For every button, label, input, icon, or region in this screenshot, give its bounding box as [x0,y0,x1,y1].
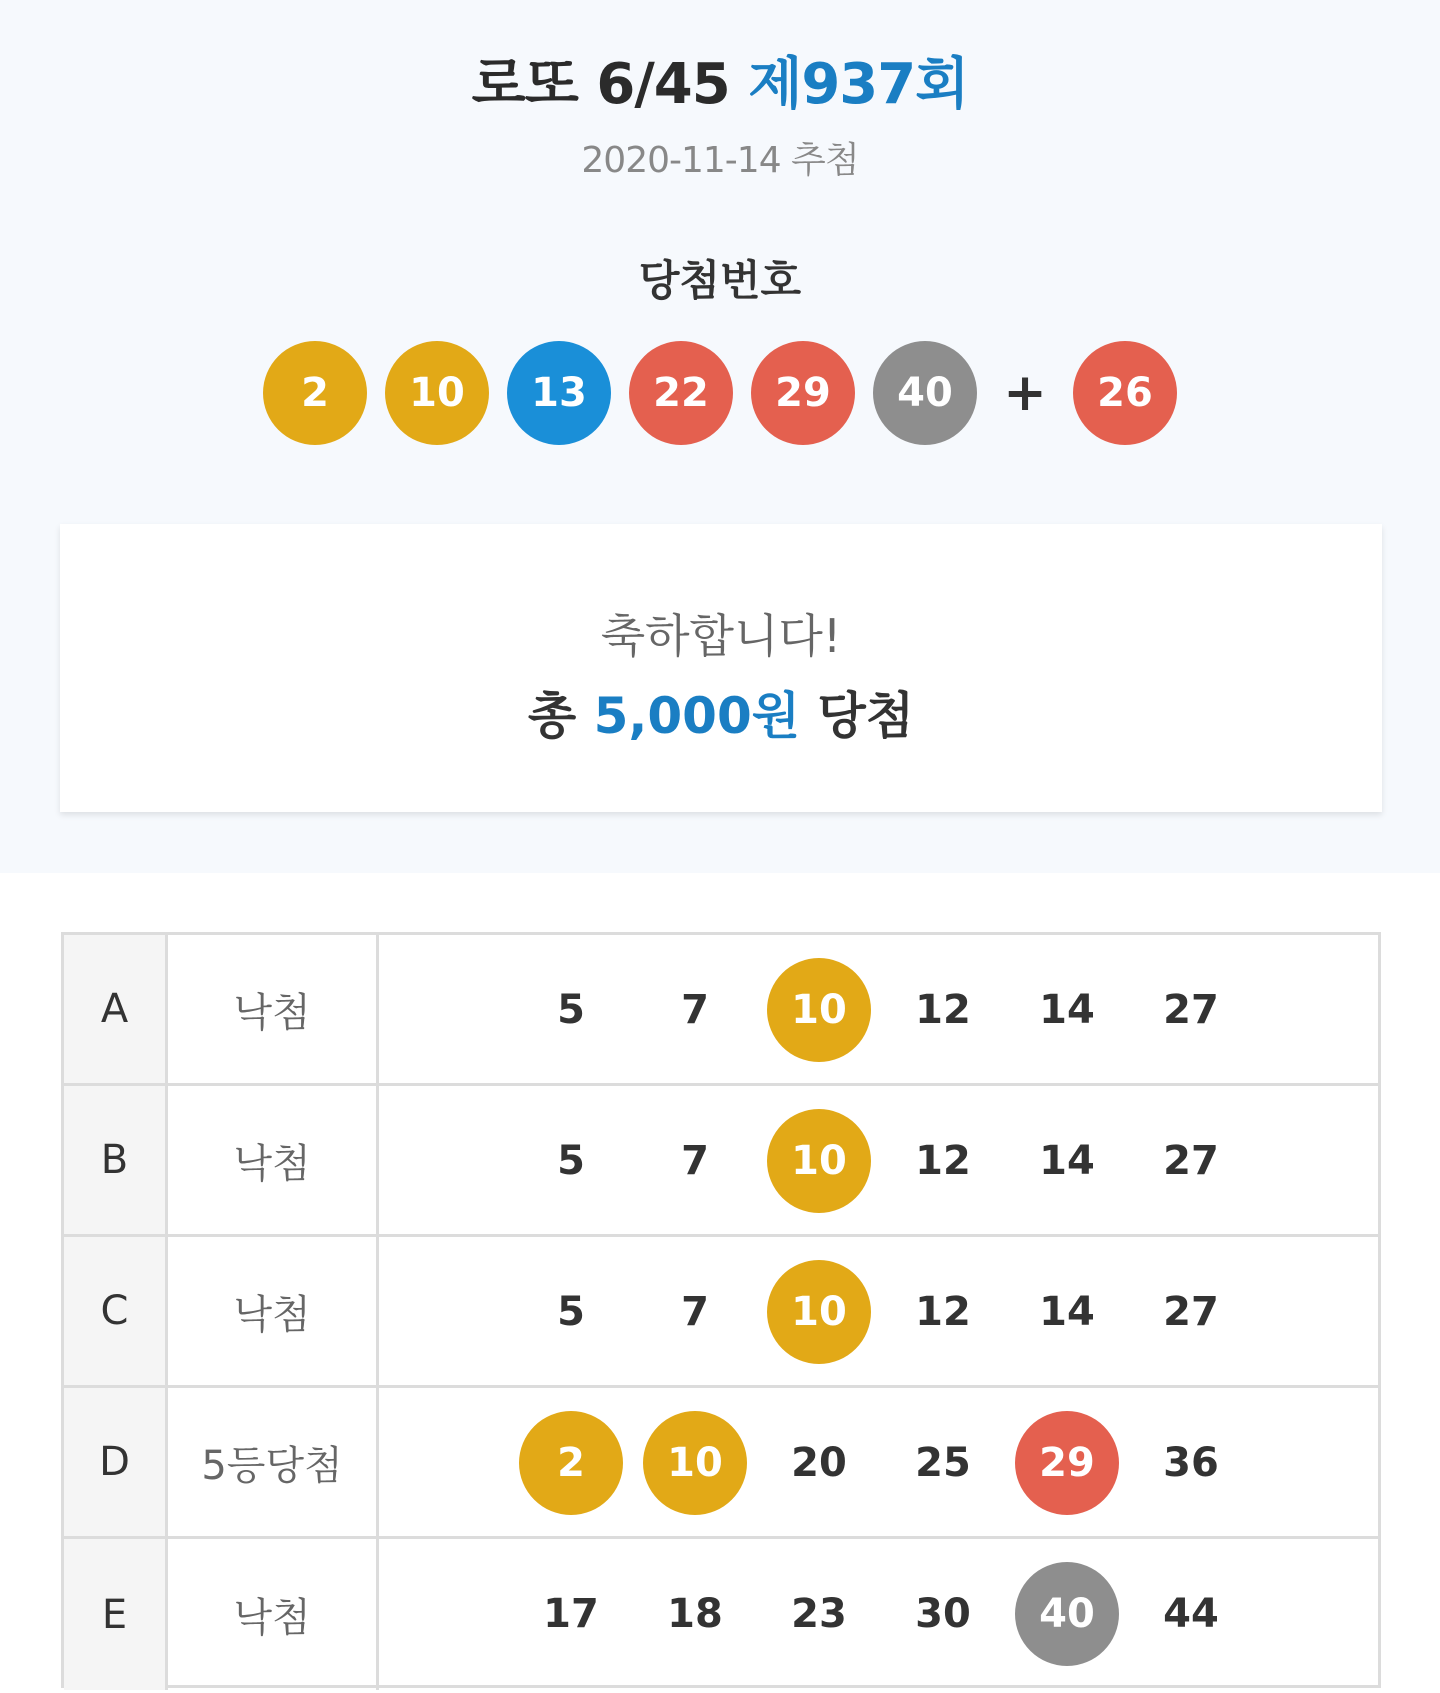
matched-number-ball: 40 [1015,1562,1119,1666]
game-label: E [64,1539,168,1690]
game-number: 44 [1163,1591,1219,1637]
game-label: C [64,1237,168,1385]
game-number: 30 [915,1591,971,1637]
game-numbers [379,1539,1378,1690]
games-table [61,932,1381,1688]
total-amount: 5,000원 [593,687,801,745]
game-numbers [379,1237,1378,1385]
game-number: 14 [1039,1289,1095,1335]
result-card [60,524,1382,812]
game-number: 14 [1039,1138,1095,1184]
game-label: A [64,935,168,1083]
game-row [64,1388,1378,1539]
matched-number-ball: 10 [643,1411,747,1515]
game-number: 5 [557,987,585,1033]
game-number: 25 [915,1440,971,1486]
congrats-message: 축하합니다! [600,609,842,663]
matched-number-ball: 2 [519,1411,623,1515]
matched-number-ball: 10 [767,1109,871,1213]
game-number: 23 [791,1591,847,1637]
game-label: B [64,1086,168,1234]
game-number: 12 [915,987,971,1033]
total-prize [60,676,1382,748]
game-numbers [379,1388,1378,1536]
winning-ball: 40 [873,341,977,445]
game-number: 27 [1163,987,1219,1033]
winning-ball: 10 [385,341,489,445]
game-number: 20 [791,1440,847,1486]
draw-date: 2020-11-14 추첨 [581,140,859,181]
matched-number-ball: 10 [767,1260,871,1364]
game-number: 7 [681,1138,709,1184]
game-number: 27 [1163,1289,1219,1335]
winning-ball: 29 [751,341,855,445]
game-numbers [379,935,1378,1083]
total-suffix: 당첨 [817,687,915,745]
bonus-ball: 26 [1073,341,1177,445]
plus-icon: + [1003,363,1047,423]
matched-number-ball: 29 [1015,1411,1119,1515]
game-result: 낙첨 [168,1539,379,1690]
game-number: 18 [667,1591,723,1637]
winning-numbers-label: 당첨번호 [638,256,802,305]
game-number: 36 [1163,1440,1219,1486]
page-title [0,40,1440,120]
game-number: 27 [1163,1138,1219,1184]
game-result: 낙첨 [168,1237,379,1385]
game-number: 7 [681,987,709,1033]
winning-ball: 2 [263,341,367,445]
game-number: 7 [681,1289,709,1335]
game-row [64,935,1378,1086]
game-label: D [64,1388,168,1536]
game-result: 5등당첨 [168,1388,379,1536]
game-number: 14 [1039,987,1095,1033]
game-result: 낙첨 [168,935,379,1083]
total-prefix: 총 [527,687,577,745]
winning-numbers [0,341,1440,445]
round-number: 제937회 [748,52,969,117]
winning-ball: 13 [507,341,611,445]
game-row [64,1539,1378,1690]
game-number: 12 [915,1138,971,1184]
game-numbers [379,1086,1378,1234]
game-result: 낙첨 [168,1086,379,1234]
game-row [64,1086,1378,1237]
game-number: 5 [557,1138,585,1184]
game-number: 12 [915,1289,971,1335]
lotto-name: 로또 6/45 [471,52,730,117]
game-number: 5 [557,1289,585,1335]
game-number: 17 [543,1591,599,1637]
game-row [64,1237,1378,1388]
matched-number-ball: 10 [767,958,871,1062]
winning-ball: 22 [629,341,733,445]
